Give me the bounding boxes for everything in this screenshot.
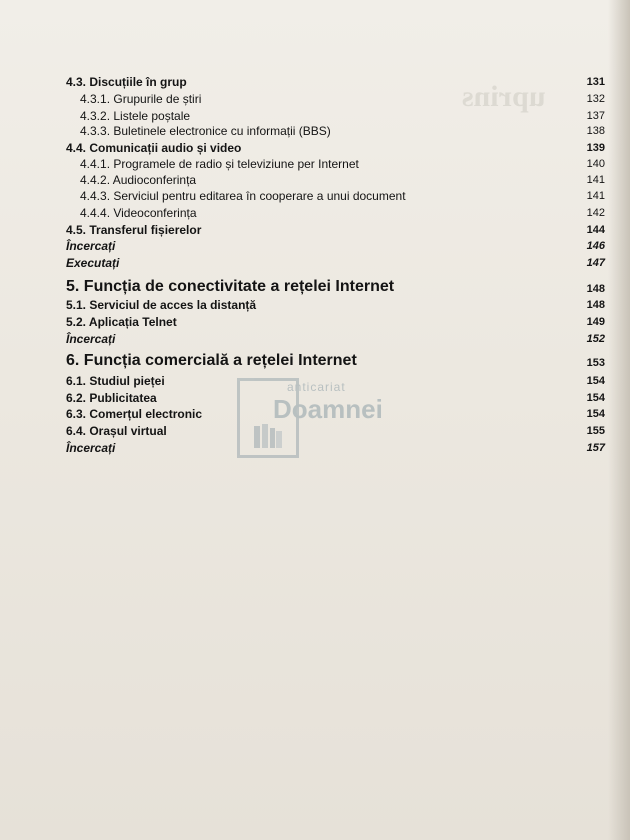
toc-entry-page: 140 [586, 158, 605, 170]
toc-entry-title: Încercați [66, 332, 116, 346]
toc-entry-title: 4.4.4. Videoconferința [80, 206, 197, 220]
chapter-heading [0, 277, 630, 297]
watermark-line2: Doamnei [273, 394, 383, 424]
books-icon [253, 422, 283, 450]
toc-entry-title: Încercați [66, 239, 116, 253]
toc-entry-page: 157 [586, 442, 605, 454]
toc-entry-title: 6.1. Studiul pieței [66, 374, 165, 388]
toc-entry-page: 141 [586, 190, 605, 202]
toc-entry-page: 153 [586, 357, 605, 369]
toc-entry [0, 123, 630, 139]
toc-entry-page: 138 [586, 125, 605, 137]
chapter-heading [0, 351, 630, 371]
toc-entry-title: 4.3.1. Grupurile de știri [80, 92, 202, 106]
toc-entry-page: 148 [586, 283, 605, 295]
toc-entry [0, 331, 630, 347]
toc-entry [0, 74, 630, 90]
toc-entry-page: 147 [586, 257, 605, 269]
toc-entry-title: 6.3. Comerțul electronic [66, 407, 203, 421]
toc-entry-page: 154 [586, 375, 605, 387]
toc-entry-page: 142 [586, 207, 605, 219]
toc-entry [0, 255, 630, 271]
toc-entry [0, 205, 630, 221]
toc-entry-title: 6.2. Publicitatea [66, 391, 157, 405]
toc-entry-title: 4.3.2. Listele poștale [80, 109, 191, 123]
toc-entry-page: 131 [586, 76, 605, 88]
watermark-line1: anticariat [287, 380, 346, 394]
toc-entry [0, 91, 630, 107]
toc-entry-title: 4.3.3. Buletinele electronice cu informații (BBS) [80, 124, 331, 138]
toc-entry-title: 4.3. Discuțiile în grup [66, 75, 187, 89]
toc-entry-title: 6.4. Orașul virtual [66, 424, 167, 438]
toc-entry-title: Încercați [66, 441, 116, 455]
show-through-title: uprins [462, 80, 546, 113]
toc-entry [0, 238, 630, 254]
chapter-title: 5. Funcția de conectivitate a rețelei Internet [66, 278, 395, 295]
toc-entry-page: 154 [586, 408, 605, 420]
toc-entry [0, 188, 630, 204]
toc-entry-title: 4.4.3. Serviciul pentru editarea în cooperare a unui document [80, 189, 406, 203]
page-edge-shadow [608, 0, 630, 840]
toc-entry [0, 108, 630, 124]
toc-entry [0, 297, 630, 313]
toc-entry [0, 314, 630, 330]
toc-entry [0, 140, 630, 156]
toc-entry [0, 172, 630, 188]
toc-entry-page: 144 [586, 224, 605, 236]
toc-entry-page: 149 [586, 316, 605, 328]
toc-entry-title: 4.4.1. Programele de radio și televiziune per Internet [80, 157, 359, 171]
toc-entry-page: 132 [586, 93, 605, 105]
toc-entry-page: 154 [586, 392, 605, 404]
watermark [237, 378, 397, 458]
toc-entry-page: 137 [586, 110, 605, 122]
toc-entry [0, 156, 630, 172]
toc-entry-title: 4.4. Comunicații audio și video [66, 141, 242, 155]
toc-entry-page: 146 [586, 240, 605, 252]
toc-entry-page: 155 [586, 425, 605, 437]
toc-entry-page: 139 [586, 142, 605, 154]
toc-entry-page: 148 [586, 299, 605, 311]
toc-entry-title: 5.2. Aplicația Telnet [66, 315, 177, 329]
toc-entry-title: 4.4.2. Audioconferința [80, 173, 197, 187]
toc-entry-page: 141 [586, 174, 605, 186]
toc-entry-page: 152 [586, 333, 605, 345]
chapter-title: 6. Funcția comercială a rețelei Internet [66, 352, 357, 369]
toc-entry-title: 5.1. Serviciul de acces la distanță [66, 298, 257, 312]
toc-entry-title: Executați [66, 256, 120, 270]
toc-entry [0, 222, 630, 238]
toc-entry-title: 4.5. Transferul fișierelor [66, 223, 202, 237]
